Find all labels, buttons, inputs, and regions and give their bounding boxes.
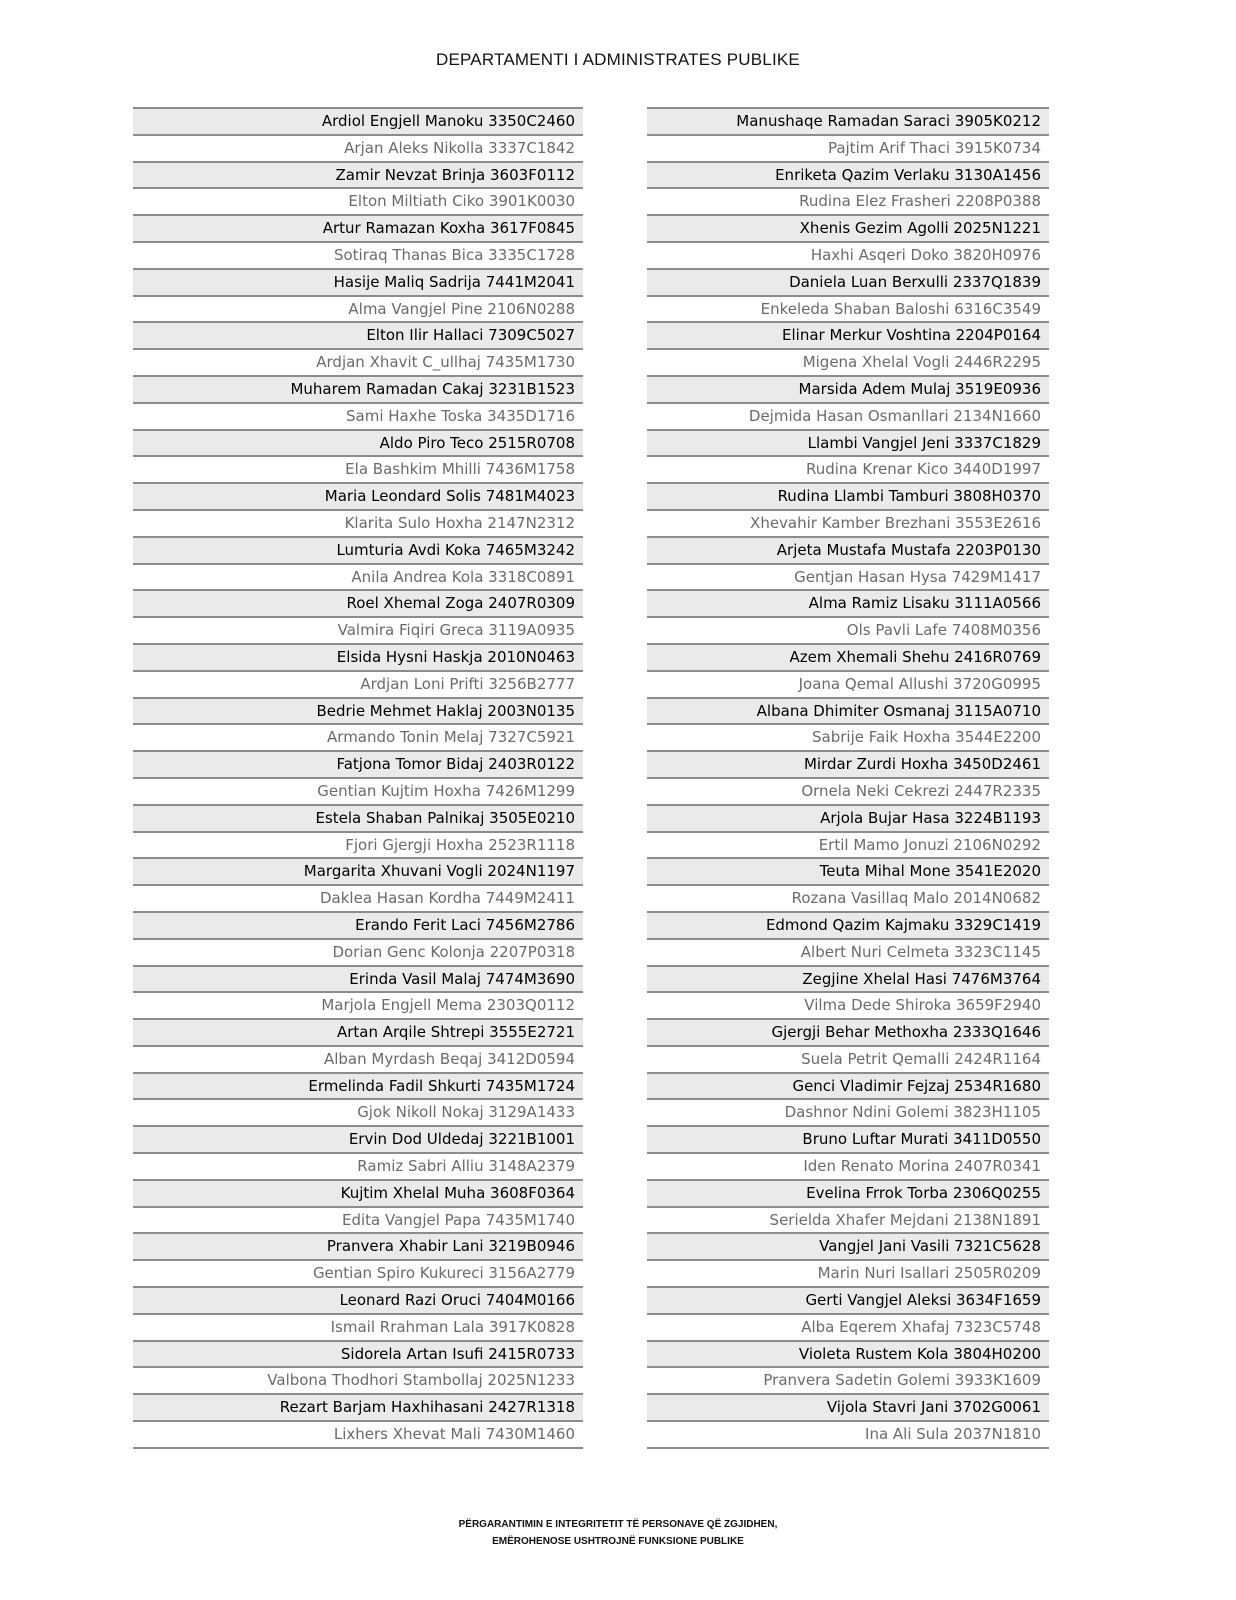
list-item: Zegjine Xhelal Hasi 7476M3764 xyxy=(647,965,1049,992)
list-item: Haxhi Asqeri Doko 3820H0976 xyxy=(647,241,1049,268)
right-name-list xyxy=(647,107,1049,1449)
list-item: Elton Ilir Hallaci 7309C5027 xyxy=(133,321,583,348)
list-item: Ardjan Loni Prifti 3256B2777 xyxy=(133,670,583,697)
list-item: Teuta Mihal Mone 3541E2020 xyxy=(647,857,1049,884)
list-item: Daklea Hasan Kordha 7449M2411 xyxy=(133,884,583,911)
list-item: Marjola Engjell Mema 2303Q0112 xyxy=(133,991,583,1018)
list-item: Ela Bashkim Mhilli 7436M1758 xyxy=(133,455,583,482)
list-item: Gentjan Hasan Hysa 7429M1417 xyxy=(647,563,1049,590)
list-item: Gentian Spiro Kukureci 3156A2779 xyxy=(133,1259,583,1286)
list-item: Vilma Dede Shiroka 3659F2940 xyxy=(647,991,1049,1018)
list-item: Lixhers Xhevat Mali 7430M1460 xyxy=(133,1420,583,1447)
list-item: Mirdar Zurdi Hoxha 3450D2461 xyxy=(647,750,1049,777)
list-item: Fatjona Tomor Bidaj 2403R0122 xyxy=(133,750,583,777)
list-item: Arjan Aleks Nikolla 3337C1842 xyxy=(133,134,583,161)
list-item: Joana Qemal Allushi 3720G0995 xyxy=(647,670,1049,697)
list-bottom-rule xyxy=(133,1447,583,1449)
list-item: Ramiz Sabri Alliu 3148A2379 xyxy=(133,1152,583,1179)
list-item: Ismail Rrahman Lala 3917K0828 xyxy=(133,1313,583,1340)
list-item: Iden Renato Morina 2407R0341 xyxy=(647,1152,1049,1179)
list-item: Ardiol Engjell Manoku 3350C2460 xyxy=(133,107,583,134)
list-item: Alban Myrdash Beqaj 3412D0594 xyxy=(133,1045,583,1072)
list-item: Elinar Merkur Voshtina 2204P0164 xyxy=(647,321,1049,348)
list-item: Lumturia Avdi Koka 7465M3242 xyxy=(133,536,583,563)
list-item: Rudina Elez Frasheri 2208P0388 xyxy=(647,187,1049,214)
list-item: Sabrije Faik Hoxha 3544E2200 xyxy=(647,723,1049,750)
list-item: Edita Vangjel Papa 7435M1740 xyxy=(133,1206,583,1233)
list-item: Gentian Kujtim Hoxha 7426M1299 xyxy=(133,777,583,804)
list-item: Suela Petrit Qemalli 2424R1164 xyxy=(647,1045,1049,1072)
list-item: Sami Haxhe Toska 3435D1716 xyxy=(133,402,583,429)
list-item: Manushaqe Ramadan Saraci 3905K0212 xyxy=(647,107,1049,134)
footer-line-1: PËRGARANTIMIN E INTEGRITETIT TË PERSONAVE QË ZGJIDHEN, xyxy=(458,1519,778,1530)
list-item: Maria Leondard Solis 7481M4023 xyxy=(133,482,583,509)
list-item: Arjeta Mustafa Mustafa 2203P0130 xyxy=(647,536,1049,563)
list-item: Leonard Razi Oruci 7404M0166 xyxy=(133,1286,583,1313)
list-item: Armando Tonin Melaj 7327C5921 xyxy=(133,723,583,750)
list-item: Violeta Rustem Kola 3804H0200 xyxy=(647,1340,1049,1367)
list-item: Xhenis Gezim Agolli 2025N1221 xyxy=(647,214,1049,241)
list-item: Ornela Neki Cekrezi 2447R2335 xyxy=(647,777,1049,804)
footer-line-2: EMËROHENOSE USHTROJNË FUNKSIONE PUBLIKE xyxy=(492,1536,744,1547)
list-item: Vijola Stavri Jani 3702G0061 xyxy=(647,1393,1049,1420)
list-item: Klarita Sulo Hoxha 2147N2312 xyxy=(133,509,583,536)
list-item: Ertil Mamo Jonuzi 2106N0292 xyxy=(647,831,1049,858)
list-item: Ina Ali Sula 2037N1810 xyxy=(647,1420,1049,1447)
list-item: Erinda Vasil Malaj 7474M3690 xyxy=(133,965,583,992)
list-item: Margarita Xhuvani Vogli 2024N1197 xyxy=(133,857,583,884)
list-item: Vangjel Jani Vasili 7321C5628 xyxy=(647,1232,1049,1259)
list-item: Artan Arqile Shtrepi 3555E2721 xyxy=(133,1018,583,1045)
list-item: Albana Dhimiter Osmanaj 3115A0710 xyxy=(647,697,1049,724)
list-item: Enriketa Qazim Verlaku 3130A1456 xyxy=(647,161,1049,188)
left-name-list xyxy=(133,107,583,1449)
list-item: Sidorela Artan Isufi 2415R0733 xyxy=(133,1340,583,1367)
list-item: Valbona Thodhori Stambollaj 2025N1233 xyxy=(133,1366,583,1393)
list-item: Xhevahir Kamber Brezhani 3553E2616 xyxy=(647,509,1049,536)
list-item: Rudina Llambi Tamburi 3808H0370 xyxy=(647,482,1049,509)
list-item: Dorian Genc Kolonja 2207P0318 xyxy=(133,938,583,965)
list-item: Zamir Nevzat Brinja 3603F0112 xyxy=(133,161,583,188)
list-item: Azem Xhemali Shehu 2416R0769 xyxy=(647,643,1049,670)
list-item: Pranvera Xhabir Lani 3219B0946 xyxy=(133,1232,583,1259)
list-item: Anila Andrea Kola 3318C0891 xyxy=(133,563,583,590)
list-item: Evelina Frrok Torba 2306Q0255 xyxy=(647,1179,1049,1206)
list-item: Hasije Maliq Sadrija 7441M2041 xyxy=(133,268,583,295)
list-item: Ardjan Xhavit C_ullhaj 7435M1730 xyxy=(133,348,583,375)
list-item: Rozana Vasillaq Malo 2014N0682 xyxy=(647,884,1049,911)
list-item: Gjok Nikoll Nokaj 3129A1433 xyxy=(133,1098,583,1125)
list-item: Sotiraq Thanas Bica 3335C1728 xyxy=(133,241,583,268)
list-item: Elsida Hysni Haskja 2010N0463 xyxy=(133,643,583,670)
list-item: Fjori Gjergji Hoxha 2523R1118 xyxy=(133,831,583,858)
list-item: Marin Nuri Isallari 2505R0209 xyxy=(647,1259,1049,1286)
list-item: Dejmida Hasan Osmanllari 2134N1660 xyxy=(647,402,1049,429)
list-item: Enkeleda Shaban Baloshi 6316C3549 xyxy=(647,295,1049,322)
list-item: Erando Ferit Laci 7456M2786 xyxy=(133,911,583,938)
list-item: Daniela Luan Berxulli 2337Q1839 xyxy=(647,268,1049,295)
list-item: Dashnor Ndini Golemi 3823H1105 xyxy=(647,1098,1049,1125)
list-item: Ols Pavli Lafe 7408M0356 xyxy=(647,616,1049,643)
list-item: Alma Vangjel Pine 2106N0288 xyxy=(133,295,583,322)
page-title: DEPARTAMENTI I ADMINISTRATES PUBLIKE xyxy=(436,50,800,69)
list-item: Rudina Krenar Kico 3440D1997 xyxy=(647,455,1049,482)
list-item: Pajtim Arif Thaci 3915K0734 xyxy=(647,134,1049,161)
list-item: Gjergji Behar Methoxha 2333Q1646 xyxy=(647,1018,1049,1045)
list-item: Ermelinda Fadil Shkurti 7435M1724 xyxy=(133,1072,583,1099)
list-item: Gerti Vangjel Aleksi 3634F1659 xyxy=(647,1286,1049,1313)
list-item: Kujtim Xhelal Muha 3608F0364 xyxy=(133,1179,583,1206)
list-item: Genci Vladimir Fejzaj 2534R1680 xyxy=(647,1072,1049,1099)
list-item: Valmira Fiqiri Greca 3119A0935 xyxy=(133,616,583,643)
list-item: Marsida Adem Mulaj 3519E0936 xyxy=(647,375,1049,402)
list-item: Pranvera Sadetin Golemi 3933K1609 xyxy=(647,1366,1049,1393)
list-item: Artur Ramazan Koxha 3617F0845 xyxy=(133,214,583,241)
list-bottom-rule xyxy=(647,1447,1049,1449)
list-item: Bedrie Mehmet Haklaj 2003N0135 xyxy=(133,697,583,724)
list-item: Migena Xhelal Vogli 2446R2295 xyxy=(647,348,1049,375)
list-item: Aldo Piro Teco 2515R0708 xyxy=(133,429,583,456)
page-footer xyxy=(0,1516,1236,1550)
list-item: Elton Miltiath Ciko 3901K0030 xyxy=(133,187,583,214)
list-item: Alba Eqerem Xhafaj 7323C5748 xyxy=(647,1313,1049,1340)
list-item: Edmond Qazim Kajmaku 3329C1419 xyxy=(647,911,1049,938)
list-item: Estela Shaban Palnikaj 3505E0210 xyxy=(133,804,583,831)
list-item: Llambi Vangjel Jeni 3337C1829 xyxy=(647,429,1049,456)
list-item: Rezart Barjam Haxhihasani 2427R1318 xyxy=(133,1393,583,1420)
list-item: Serielda Xhafer Mejdani 2138N1891 xyxy=(647,1206,1049,1233)
list-item: Albert Nuri Celmeta 3323C1145 xyxy=(647,938,1049,965)
list-item: Roel Xhemal Zoga 2407R0309 xyxy=(133,589,583,616)
list-item: Alma Ramiz Lisaku 3111A0566 xyxy=(647,589,1049,616)
list-item: Muharem Ramadan Cakaj 3231B1523 xyxy=(133,375,583,402)
list-item: Ervin Dod Uldedaj 3221B1001 xyxy=(133,1125,583,1152)
list-item: Bruno Luftar Murati 3411D0550 xyxy=(647,1125,1049,1152)
list-item: Arjola Bujar Hasa 3224B1193 xyxy=(647,804,1049,831)
